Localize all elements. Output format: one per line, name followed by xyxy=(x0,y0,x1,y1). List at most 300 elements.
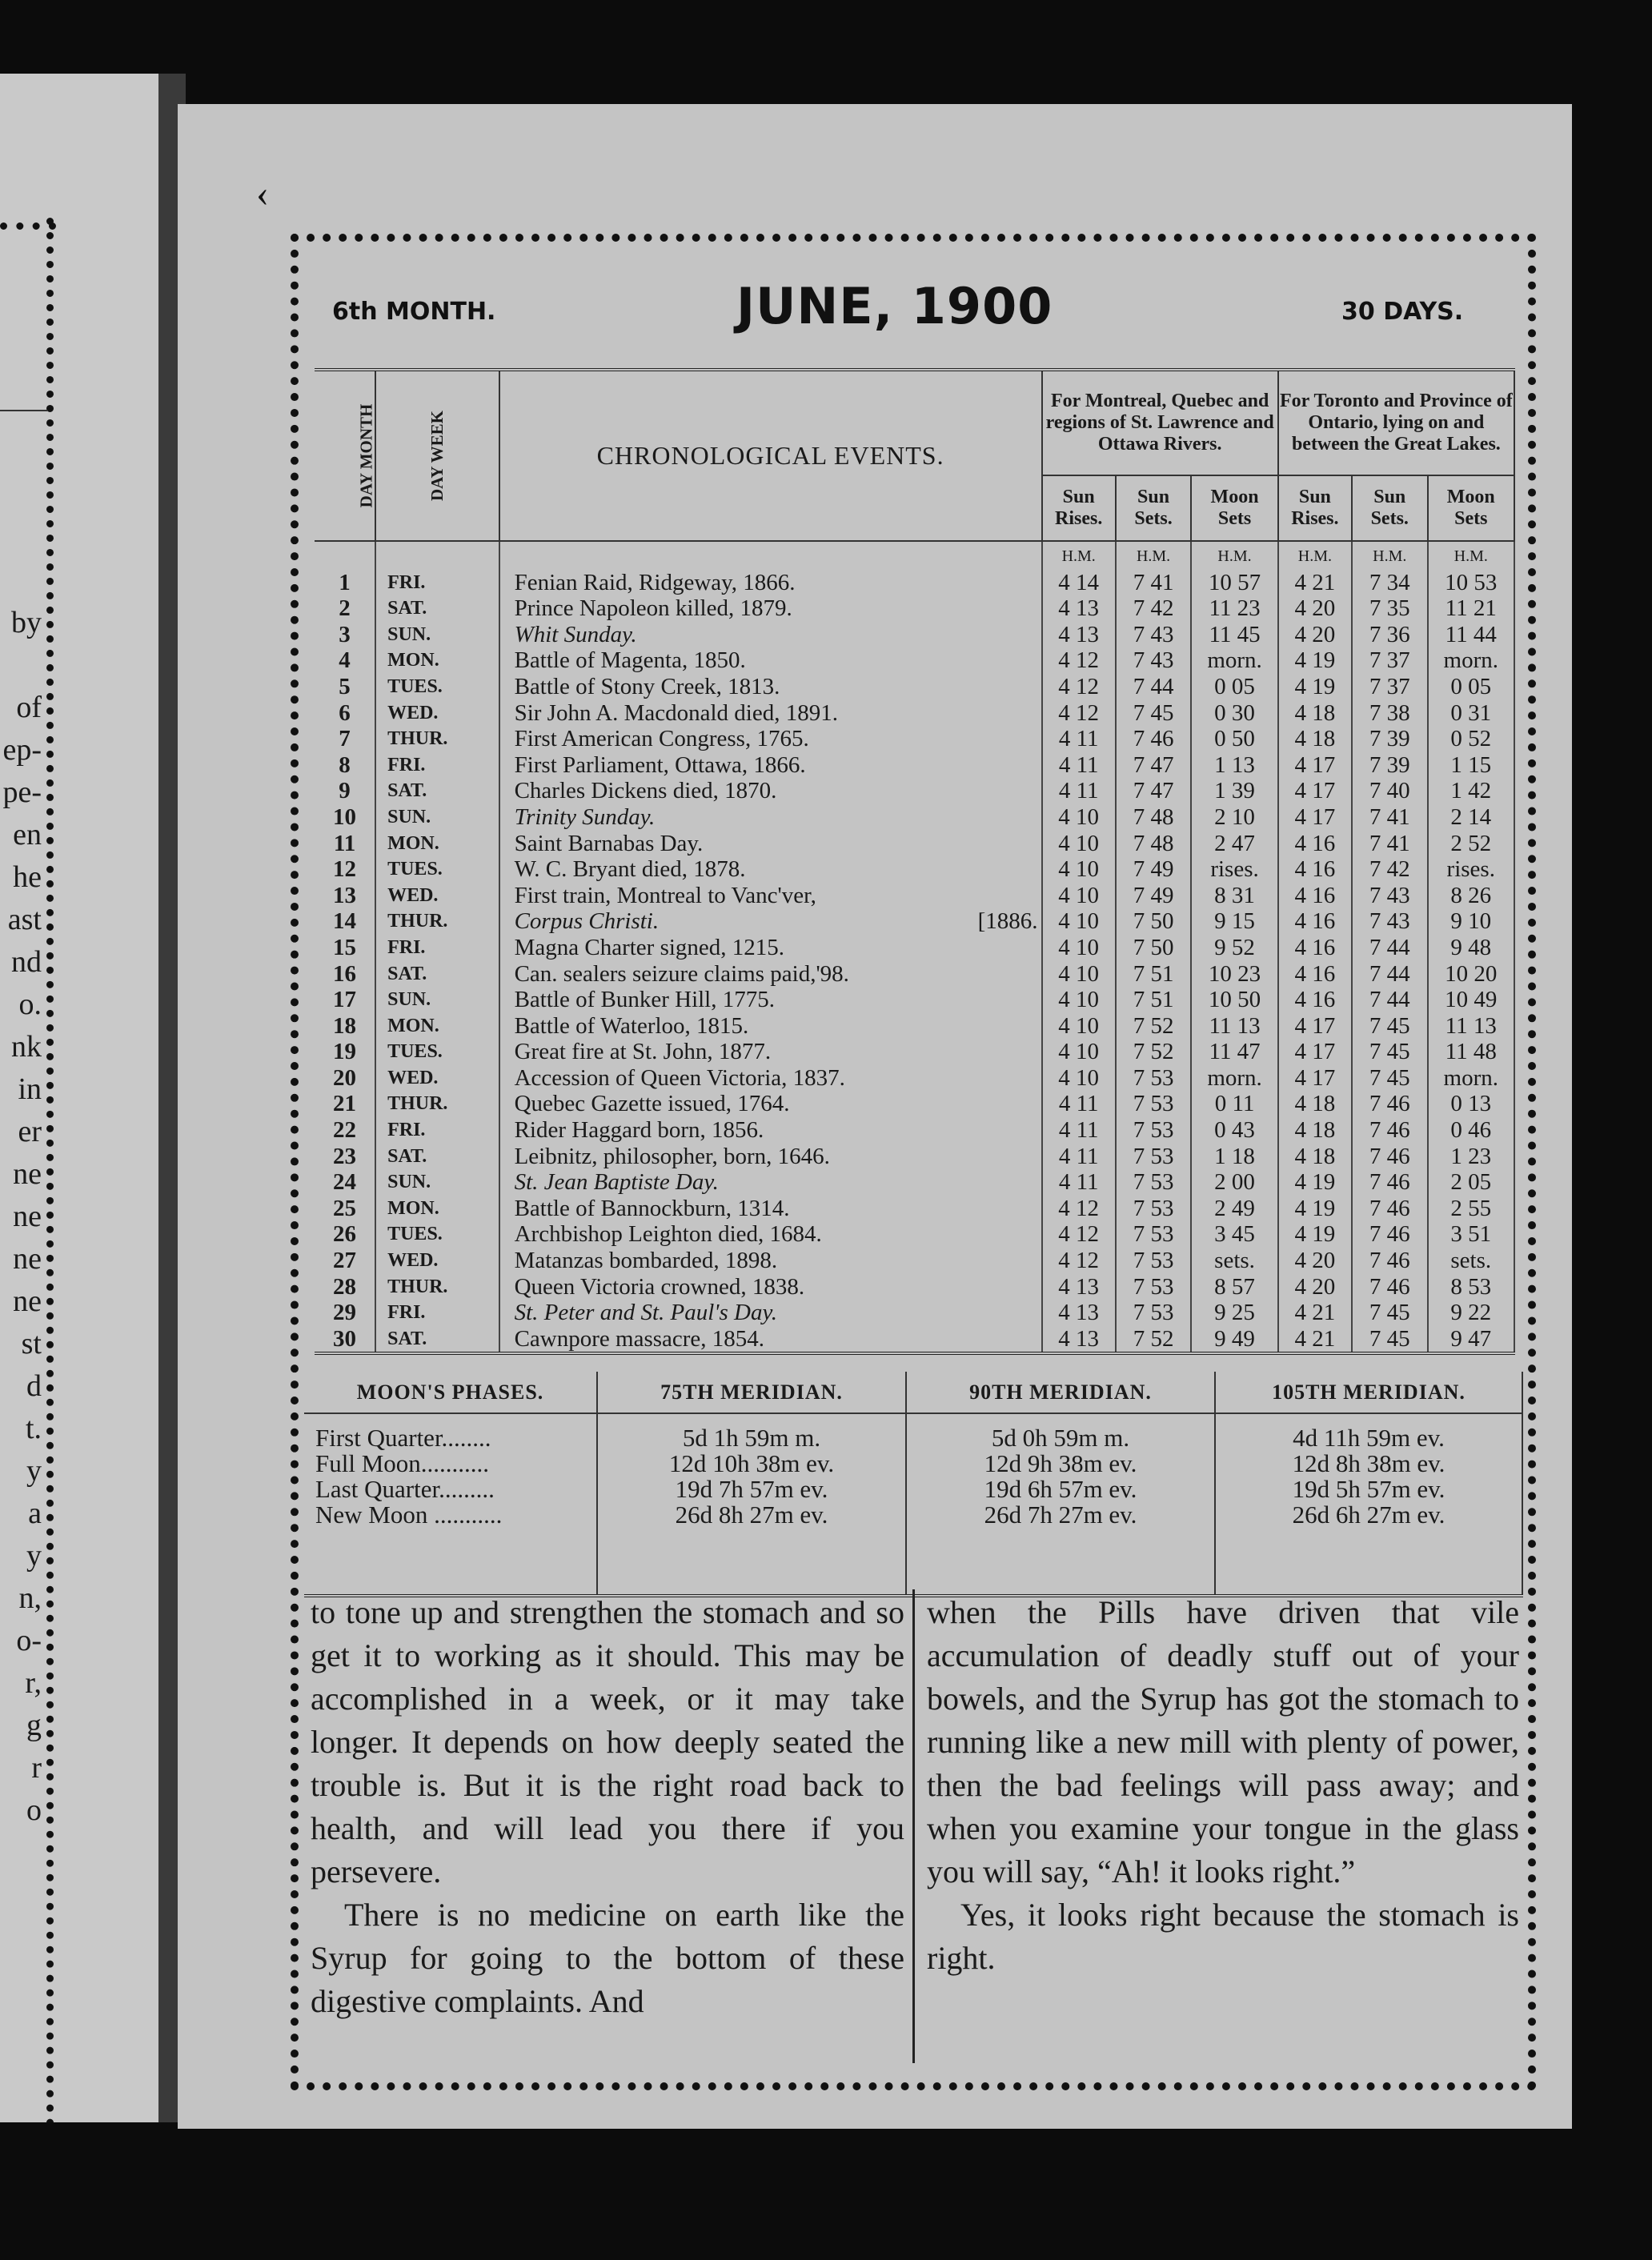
weekday: WED. xyxy=(375,700,499,727)
weekday: WED. xyxy=(375,1248,499,1274)
montreal-sun-set: 7 51 xyxy=(1116,987,1192,1013)
toronto-moon-set: 2 14 xyxy=(1428,804,1514,831)
weekday: SUN. xyxy=(375,622,499,648)
toronto-moon-set: 9 47 xyxy=(1428,1326,1514,1354)
montreal-moon-set: morn. xyxy=(1191,647,1277,674)
phase-time: 19d 7h 57m ev. xyxy=(675,1475,828,1503)
toronto-sun-set: 7 44 xyxy=(1352,961,1428,988)
toronto-moon-set: 0 46 xyxy=(1428,1117,1514,1144)
toronto-sun-rise: 4 16 xyxy=(1278,987,1352,1013)
montreal-moon-set: 2 00 xyxy=(1191,1169,1277,1196)
page-title: JUNE, 1900 xyxy=(736,277,1053,335)
weekday: SAT. xyxy=(375,1326,499,1354)
montreal-region-header: For Montreal, Quebec and regions of St. Lawrence and Ottawa Rivers. xyxy=(1042,370,1278,475)
phase-name: Full Moon........... xyxy=(315,1449,490,1477)
montreal-sun-rise: 4 11 xyxy=(1042,726,1116,752)
montreal-sun-rise: 4 10 xyxy=(1042,935,1116,961)
montreal-sun-rise: 4 10 xyxy=(1042,1065,1116,1092)
montreal-moon-set: 1 18 xyxy=(1191,1144,1277,1170)
montreal-sun-set: 7 41 xyxy=(1116,570,1192,596)
montreal-sun-set: 7 49 xyxy=(1116,883,1192,909)
phase-name: New Moon ........... xyxy=(315,1501,503,1529)
meridian-90-cell xyxy=(906,1413,1215,1596)
weekday: TUES. xyxy=(375,1221,499,1248)
facing-page-fragment-line: a xyxy=(28,1497,42,1530)
toronto-moon-set: 11 48 xyxy=(1428,1039,1514,1065)
phase-time: 26d 6h 27m ev. xyxy=(1292,1501,1446,1529)
facing-page-fragment-line: y xyxy=(26,1539,42,1573)
montreal-moon-set: morn. xyxy=(1191,1065,1277,1092)
toronto-sun-set: 7 45 xyxy=(1352,1065,1428,1092)
day-number: 1 xyxy=(315,570,375,596)
meridian-75-cell xyxy=(597,1413,906,1596)
weekday: SAT. xyxy=(375,1144,499,1170)
event-text: W. C. Bryant died, 1878. xyxy=(499,856,1042,883)
event-text: Archbishop Leighton died, 1684. xyxy=(499,1221,1042,1248)
event-text-main: Corpus Christi. xyxy=(514,908,660,935)
event-text: Battle of Waterloo, 1815. xyxy=(499,1013,1042,1040)
toronto-sun-rise: 4 19 xyxy=(1278,1169,1352,1196)
toronto-sun-rise: 4 19 xyxy=(1278,1196,1352,1222)
toronto-sun-rise: 4 19 xyxy=(1278,674,1352,700)
phase-time: 12d 8h 38m ev. xyxy=(1292,1449,1446,1477)
toronto-sun-set: 7 46 xyxy=(1352,1248,1428,1274)
facing-page-fragment-line: n, xyxy=(18,1581,42,1615)
toronto-sun-rise: 4 20 xyxy=(1278,595,1352,622)
day-number: 24 xyxy=(315,1169,375,1196)
phase-name: Last Quarter......... xyxy=(315,1475,495,1503)
day-number: 15 xyxy=(315,935,375,961)
toronto-sun-rise: 4 19 xyxy=(1278,1221,1352,1248)
calendar-row xyxy=(315,1300,1514,1326)
montreal-moon-set: 10 23 xyxy=(1191,961,1277,988)
montreal-sun-rise: 4 10 xyxy=(1042,831,1116,857)
toronto-sun-rises-header: Sun Rises. xyxy=(1278,475,1352,541)
day-number: 21 xyxy=(315,1091,375,1117)
toronto-sun-set: 7 46 xyxy=(1352,1274,1428,1300)
montreal-moon-set: 8 31 xyxy=(1191,883,1277,909)
montreal-moon-set: 9 52 xyxy=(1191,935,1277,961)
montreal-sun-set: 7 47 xyxy=(1116,752,1192,779)
toronto-moon-set: 0 05 xyxy=(1428,674,1514,700)
calendar-row xyxy=(315,647,1514,674)
toronto-moon-set: rises. xyxy=(1428,856,1514,883)
montreal-sun-set: 7 53 xyxy=(1116,1196,1192,1222)
facing-page-text-fragments xyxy=(0,602,42,1832)
facing-page-fragment-line: en xyxy=(13,818,42,852)
toronto-moon-set: 1 15 xyxy=(1428,752,1514,779)
weekday: SUN. xyxy=(375,1169,499,1196)
toronto-sun-set: 7 45 xyxy=(1352,1039,1428,1065)
facing-page-fragment-line: d xyxy=(26,1369,42,1403)
toronto-sun-rise: 4 16 xyxy=(1278,883,1352,909)
montreal-sun-set: 7 53 xyxy=(1116,1300,1192,1326)
weekday: FRI. xyxy=(375,935,499,961)
montreal-sun-rise: 4 12 xyxy=(1042,1248,1116,1274)
toronto-sun-rise: 4 18 xyxy=(1278,1091,1352,1117)
event-text: St. Jean Baptiste Day. xyxy=(499,1169,1042,1196)
weekday: FRI. xyxy=(375,752,499,779)
day-number: 16 xyxy=(315,961,375,988)
weekday: THUR. xyxy=(375,908,499,935)
montreal-moon-set: 11 13 xyxy=(1191,1013,1277,1040)
event-text: Quebec Gazette issued, 1764. xyxy=(499,1091,1042,1117)
event-text: Matanzas bombarded, 1898. xyxy=(499,1248,1042,1274)
units-spacer xyxy=(375,541,499,570)
day-number: 20 xyxy=(315,1065,375,1092)
montreal-moon-set: 2 47 xyxy=(1191,831,1277,857)
event-text: Accession of Queen Victoria, 1837. xyxy=(499,1065,1042,1092)
montreal-sun-set: 7 53 xyxy=(1116,1274,1192,1300)
meridian-105-header: 105TH MERIDIAN. xyxy=(1215,1372,1522,1413)
montreal-sun-set: 7 53 xyxy=(1116,1091,1192,1117)
toronto-sun-set: 7 39 xyxy=(1352,726,1428,752)
facing-page-fragment-line: y xyxy=(26,1454,42,1488)
facing-page-fragment-line: ne xyxy=(13,1242,42,1276)
phase-name: First Quarter........ xyxy=(315,1424,491,1452)
toronto-sun-set: 7 44 xyxy=(1352,987,1428,1013)
weekday: WED. xyxy=(375,883,499,909)
montreal-moon-set: sets. xyxy=(1191,1248,1277,1274)
toronto-sun-set: 7 41 xyxy=(1352,804,1428,831)
day-number: 12 xyxy=(315,856,375,883)
toronto-moon-set: morn. xyxy=(1428,1065,1514,1092)
day-number: 13 xyxy=(315,883,375,909)
calendar-row xyxy=(315,1169,1514,1196)
montreal-sun-rise: 4 11 xyxy=(1042,1091,1116,1117)
montreal-moon-set: 0 50 xyxy=(1191,726,1277,752)
montreal-sun-rise: 4 10 xyxy=(1042,961,1116,988)
toronto-moon-set: 10 20 xyxy=(1428,961,1514,988)
montreal-sun-set: 7 52 xyxy=(1116,1326,1192,1354)
toronto-sun-rise: 4 18 xyxy=(1278,726,1352,752)
event-text: Can. sealers seizure claims paid,'98. xyxy=(499,961,1042,988)
montreal-moon-set: 0 05 xyxy=(1191,674,1277,700)
day-number: 30 xyxy=(315,1326,375,1354)
prose-paragraph: when the Pills have driven that vile accumulation of deadly stuff out of your bowels, and the Syrup has got the stomach to running like a new mill with plenty of power, then the bad feelings will pass away; and when you examine your tongue in the glass you will say, “Ah! it looks right.” xyxy=(927,1594,1519,1889)
montreal-sun-rise: 4 12 xyxy=(1042,647,1116,674)
toronto-moon-set: 10 53 xyxy=(1428,570,1514,596)
facing-page-fragment-line: t. xyxy=(25,1412,42,1445)
day-number: 10 xyxy=(315,804,375,831)
toronto-sun-rise: 4 17 xyxy=(1278,1065,1352,1092)
calendar-row xyxy=(315,856,1514,883)
toronto-sun-rise: 4 16 xyxy=(1278,935,1352,961)
event-text xyxy=(499,908,1042,935)
facing-page-fragment-line: r, xyxy=(25,1666,42,1700)
weekday: MON. xyxy=(375,647,499,674)
montreal-sun-rise: 4 12 xyxy=(1042,1221,1116,1248)
montreal-moon-set: 0 11 xyxy=(1191,1091,1277,1117)
day-number: 4 xyxy=(315,647,375,674)
montreal-sun-rise: 4 11 xyxy=(1042,1144,1116,1170)
facing-page-fragment-line: of xyxy=(16,691,42,724)
facing-page-fragment-line: ep- xyxy=(2,733,42,767)
event-text: Great fire at St. John, 1877. xyxy=(499,1039,1042,1065)
montreal-sun-rise: 4 13 xyxy=(1042,1326,1116,1354)
toronto-moon-set: 11 21 xyxy=(1428,595,1514,622)
units-label: H.M. xyxy=(1191,541,1277,570)
event-text: Charles Dickens died, 1870. xyxy=(499,778,1042,804)
toronto-moon-set: 1 42 xyxy=(1428,778,1514,804)
calendar-row xyxy=(315,831,1514,857)
facing-page-fragment-line: by xyxy=(11,606,42,639)
montreal-sun-rise: 4 13 xyxy=(1042,1300,1116,1326)
day-number: 3 xyxy=(315,622,375,648)
montreal-moon-set: 11 45 xyxy=(1191,622,1277,648)
toronto-sun-rise: 4 20 xyxy=(1278,1274,1352,1300)
toronto-sun-set: 7 37 xyxy=(1352,647,1428,674)
day-number: 23 xyxy=(315,1144,375,1170)
facing-page-fragment-line: ne xyxy=(13,1157,42,1191)
montreal-sun-set: 7 47 xyxy=(1116,778,1192,804)
day-number: 2 xyxy=(315,595,375,622)
montreal-sun-rise: 4 10 xyxy=(1042,856,1116,883)
toronto-sun-rise: 4 16 xyxy=(1278,961,1352,988)
toronto-moon-set: 0 52 xyxy=(1428,726,1514,752)
event-text: Prince Napoleon killed, 1879. xyxy=(499,595,1042,622)
meridian-75-header: 75TH MERIDIAN. xyxy=(597,1372,906,1413)
toronto-sun-rise: 4 20 xyxy=(1278,622,1352,648)
montreal-sun-rise: 4 11 xyxy=(1042,1169,1116,1196)
montreal-sun-rise: 4 10 xyxy=(1042,908,1116,935)
day-number: 14 xyxy=(315,908,375,935)
weekday: FRI. xyxy=(375,1117,499,1144)
toronto-moon-set: 8 53 xyxy=(1428,1274,1514,1300)
weekday: FRI. xyxy=(375,570,499,596)
units-label: H.M. xyxy=(1278,541,1352,570)
day-number: 18 xyxy=(315,1013,375,1040)
weekday: MON. xyxy=(375,1196,499,1222)
montreal-sun-set: 7 50 xyxy=(1116,908,1192,935)
montreal-sun-rise: 4 10 xyxy=(1042,804,1116,831)
toronto-sun-set: 7 41 xyxy=(1352,831,1428,857)
montreal-sun-set: 7 43 xyxy=(1116,622,1192,648)
facing-page-fragment-line: nd xyxy=(11,945,42,979)
facing-page-fragment-line: ast xyxy=(7,903,42,936)
toronto-moon-set: 2 55 xyxy=(1428,1196,1514,1222)
phase-time: 19d 5h 57m ev. xyxy=(1292,1475,1446,1503)
calendar-row xyxy=(315,1013,1514,1040)
phase-time: 12d 9h 38m ev. xyxy=(984,1449,1137,1477)
montreal-sun-set: 7 53 xyxy=(1116,1065,1192,1092)
facing-page-fragment-line: ne xyxy=(13,1284,42,1318)
montreal-sun-rise: 4 11 xyxy=(1042,752,1116,779)
weekday: THUR. xyxy=(375,726,499,752)
montreal-moon-set: 11 23 xyxy=(1191,595,1277,622)
calendar-row xyxy=(315,700,1514,727)
day-number: 22 xyxy=(315,1117,375,1144)
phase-names-cell xyxy=(304,1413,597,1596)
units-spacer xyxy=(499,541,1042,570)
prose-paragraph: Yes, it looks right because the stomach is right. xyxy=(927,1897,1519,1976)
day-number: 17 xyxy=(315,987,375,1013)
facing-page-fragment-line: o. xyxy=(18,988,42,1021)
event-text: First train, Montreal to Vanc'ver, xyxy=(499,883,1042,909)
toronto-moon-set: 11 13 xyxy=(1428,1013,1514,1040)
event-text: Saint Barnabas Day. xyxy=(499,831,1042,857)
calendar-row xyxy=(315,570,1514,596)
toronto-sun-set: 7 46 xyxy=(1352,1196,1428,1222)
montreal-sun-set: 7 52 xyxy=(1116,1039,1192,1065)
weekday: THUR. xyxy=(375,1091,499,1117)
days-count-label: 30 DAYS. xyxy=(1341,298,1464,326)
montreal-sun-rise: 4 12 xyxy=(1042,674,1116,700)
day-number: 25 xyxy=(315,1196,375,1222)
units-label: H.M. xyxy=(1428,541,1514,570)
weekday: TUES. xyxy=(375,1039,499,1065)
montreal-sun-rise: 4 14 xyxy=(1042,570,1116,596)
weekday: SUN. xyxy=(375,804,499,831)
day-of-week-header: DAY WEEK xyxy=(375,370,499,541)
facing-page-fragment-line: o- xyxy=(16,1624,42,1657)
toronto-moon-set: morn. xyxy=(1428,647,1514,674)
toronto-moon-set: 2 52 xyxy=(1428,831,1514,857)
column-divider xyxy=(912,1589,915,2063)
weekday: MON. xyxy=(375,831,499,857)
toronto-sun-rise: 4 16 xyxy=(1278,831,1352,857)
day-number: 28 xyxy=(315,1274,375,1300)
montreal-moon-set: 1 13 xyxy=(1191,752,1277,779)
toronto-moon-set: 9 48 xyxy=(1428,935,1514,961)
montreal-moon-set: 2 10 xyxy=(1191,804,1277,831)
facing-page-fragment-line: in xyxy=(18,1072,42,1106)
weekday: SAT. xyxy=(375,961,499,988)
toronto-sun-rise: 4 16 xyxy=(1278,856,1352,883)
moon-phases-table xyxy=(304,1372,1523,1597)
toronto-sun-rise: 4 17 xyxy=(1278,752,1352,779)
phase-time: 4d 11h 59m ev. xyxy=(1293,1424,1445,1452)
montreal-sun-rise: 4 10 xyxy=(1042,1039,1116,1065)
phase-time: 19d 6h 57m ev. xyxy=(984,1475,1137,1503)
day-number: 11 xyxy=(315,831,375,857)
day-of-month-header: DAY MONTH xyxy=(315,370,375,541)
montreal-moon-set: 1 39 xyxy=(1191,778,1277,804)
facing-page-dotted-border xyxy=(46,218,58,2122)
montreal-moon-set: 10 57 xyxy=(1191,570,1277,596)
toronto-sun-rise: 4 17 xyxy=(1278,1039,1352,1065)
prose-paragraph: There is no medicine on earth like the Syrup for going to the bottom of these digestive complaints. And xyxy=(311,1897,904,2019)
event-text: Leibnitz, philosopher, born, 1646. xyxy=(499,1144,1042,1170)
toronto-sun-set: 7 45 xyxy=(1352,1326,1428,1354)
calendar-row xyxy=(315,883,1514,909)
event-text: First Parliament, Ottawa, 1866. xyxy=(499,752,1042,779)
toronto-sun-rise: 4 18 xyxy=(1278,1144,1352,1170)
weekday: FRI. xyxy=(375,1300,499,1326)
phase-time: 5d 1h 59m m. xyxy=(682,1424,821,1452)
toronto-moon-set: sets. xyxy=(1428,1248,1514,1274)
montreal-sun-sets-header: Sun Sets. xyxy=(1116,475,1192,541)
toronto-sun-rise: 4 20 xyxy=(1278,1248,1352,1274)
day-number: 29 xyxy=(315,1300,375,1326)
montreal-moon-set: 10 50 xyxy=(1191,987,1277,1013)
montreal-sun-set: 7 51 xyxy=(1116,961,1192,988)
montreal-moon-set: rises. xyxy=(1191,856,1277,883)
montreal-moon-set: 9 49 xyxy=(1191,1326,1277,1354)
montreal-sun-rise: 4 13 xyxy=(1042,622,1116,648)
calendar-table xyxy=(315,368,1515,1355)
montreal-sun-rise: 4 10 xyxy=(1042,883,1116,909)
montreal-moon-set: 11 47 xyxy=(1191,1039,1277,1065)
calendar-row xyxy=(315,908,1514,935)
montreal-sun-set: 7 52 xyxy=(1116,1013,1192,1040)
toronto-sun-rise: 4 19 xyxy=(1278,647,1352,674)
calendar-row xyxy=(315,1274,1514,1300)
toronto-sun-set: 7 38 xyxy=(1352,700,1428,727)
toronto-sun-set: 7 36 xyxy=(1352,622,1428,648)
day-number: 26 xyxy=(315,1221,375,1248)
montreal-moon-sets-header: Moon Sets xyxy=(1191,475,1277,541)
toronto-sun-set: 7 40 xyxy=(1352,778,1428,804)
facing-page-fragment-line: o xyxy=(26,1793,42,1827)
toronto-region-header: For Toronto and Province of Ontario, lying on and between the Great Lakes. xyxy=(1278,370,1514,475)
month-number-label: 6th MONTH. xyxy=(332,298,496,326)
toronto-moon-set: 3 51 xyxy=(1428,1221,1514,1248)
weekday: THUR. xyxy=(375,1274,499,1300)
toronto-sun-rise: 4 18 xyxy=(1278,1117,1352,1144)
toronto-moon-set: 11 44 xyxy=(1428,622,1514,648)
calendar-row xyxy=(315,1248,1514,1274)
calendar-row xyxy=(315,1039,1514,1065)
calendar-row xyxy=(315,1065,1514,1092)
montreal-sun-set: 7 45 xyxy=(1116,700,1192,727)
toronto-moon-set: 2 05 xyxy=(1428,1169,1514,1196)
montreal-sun-rise: 4 11 xyxy=(1042,1117,1116,1144)
montreal-sun-set: 7 42 xyxy=(1116,595,1192,622)
event-text: Queen Victoria crowned, 1838. xyxy=(499,1274,1042,1300)
calendar-row xyxy=(315,1326,1514,1354)
weekday: SAT. xyxy=(375,595,499,622)
montreal-sun-rises-header: Sun Rises. xyxy=(1042,475,1116,541)
calendar-row xyxy=(315,1144,1514,1170)
montreal-sun-set: 7 44 xyxy=(1116,674,1192,700)
day-number: 19 xyxy=(315,1039,375,1065)
calendar-row xyxy=(315,1221,1514,1248)
montreal-sun-set: 7 53 xyxy=(1116,1248,1192,1274)
weekday: WED. xyxy=(375,1065,499,1092)
day-number: 7 xyxy=(315,726,375,752)
meridian-105-cell xyxy=(1215,1413,1522,1596)
event-text: Battle of Bunker Hill, 1775. xyxy=(499,987,1042,1013)
toronto-sun-set: 7 35 xyxy=(1352,595,1428,622)
facing-page-fragment-line: pe- xyxy=(2,775,42,809)
montreal-moon-set: 2 49 xyxy=(1191,1196,1277,1222)
calendar-row xyxy=(315,752,1514,779)
facing-page-fragment-line: r xyxy=(31,1751,42,1785)
toronto-moon-sets-header: Moon Sets xyxy=(1428,475,1514,541)
day-number: 6 xyxy=(315,700,375,727)
montreal-sun-rise: 4 10 xyxy=(1042,987,1116,1013)
weekday: SAT. xyxy=(375,778,499,804)
montreal-moon-set: 9 15 xyxy=(1191,908,1277,935)
toronto-sun-set: 7 45 xyxy=(1352,1300,1428,1326)
prose-paragraph: to tone up and strengthen the stomach and so get it to working as it should. This may be accomplished in a week, or it may take longer. It depends on how deeply seated the trouble is. But it is the right road back to health, and will lead you there if you persevere. xyxy=(311,1594,904,1889)
facing-page-fragment-line: he xyxy=(13,860,42,894)
toronto-sun-rise: 4 21 xyxy=(1278,1300,1352,1326)
day-number: 5 xyxy=(315,674,375,700)
phase-time: 5d 0h 59m m. xyxy=(991,1424,1130,1452)
event-text: Battle of Bannockburn, 1314. xyxy=(499,1196,1042,1222)
montreal-sun-rise: 4 13 xyxy=(1042,1274,1116,1300)
toronto-sun-rise: 4 21 xyxy=(1278,1326,1352,1354)
toronto-sun-set: 7 45 xyxy=(1352,1013,1428,1040)
calendar-row xyxy=(315,622,1514,648)
weekday: MON. xyxy=(375,1013,499,1040)
facing-page-fragment-line: st xyxy=(21,1327,42,1360)
montreal-sun-rise: 4 12 xyxy=(1042,700,1116,727)
calendar-row xyxy=(315,674,1514,700)
chronological-events-header: CHRONOLOGICAL EVENTS. xyxy=(499,370,1042,541)
